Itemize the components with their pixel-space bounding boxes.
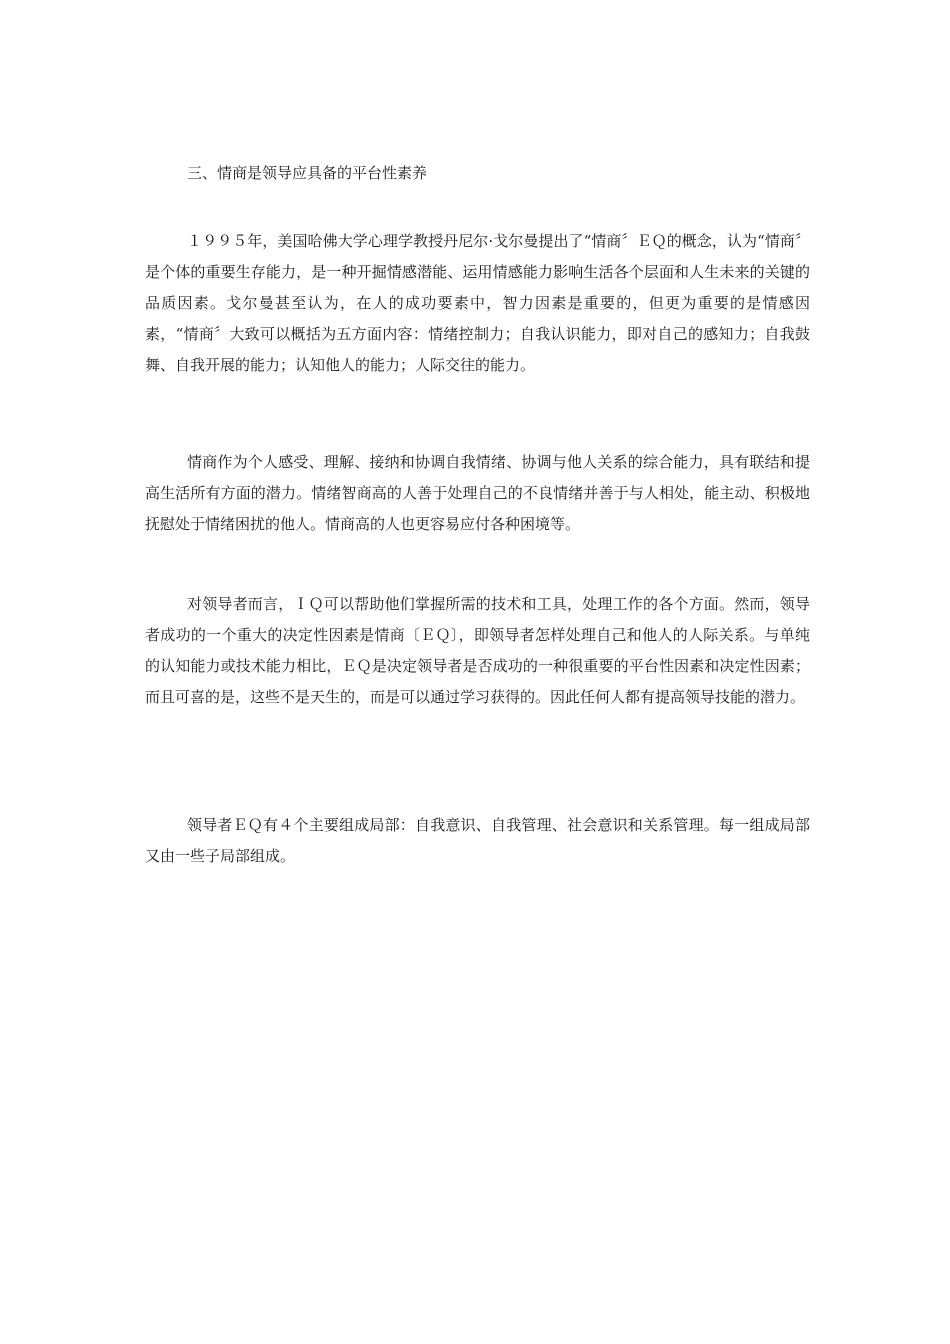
- section-heading: 三、情商是领导应具备的平台性素养: [187, 164, 428, 182]
- paragraph-eq-components: 领导者ＥＱ有４个主要组成局部：自我意识、自我管理、社会意识和关系管理。每一组成局部又由一些子局部组成。: [145, 816, 810, 865]
- paragraph-eq-for-leaders: 对领导者而言，ＩＱ可以帮助他们掌握所需的技术和工具，处理工作的各个方面。然而，领导者成功的一个重大的决定性因素是情商〔ＥＱ〕，即领导者怎样处理自己和他人的人际关系。与单纯的认知能力或技术能力相比，ＥＱ是决定领导者是否成功的一种很重要的平台性因素和决定性因素；而且可喜的是，这些不是天生的，而是可以通过学习获得的。因此任何人都有提高领导技能的潜力。: [145, 595, 810, 706]
- paragraph-goleman-eq-definition: １９９５年，美国哈佛大学心理学教授丹尼尔·戈尔曼提出了“情商〞ＥＱ的概念，认为“情商〞是个体的重要生存能力，是一种开掘情感潜能、运用情感能力影响生活各个层面和人生未来的关键的品质因素。戈尔曼甚至认为，在人的成功要素中，智力因素是重要的，但更为重要的是情感因素，“情商〞大致可以概括为五方面内容：情绪控制力；自我认识能力，即对自己的感知力；自我鼓舞、自我开展的能力；认知他人的能力；人际交往的能力。: [145, 232, 810, 374]
- paragraph-eq-abilities: 情商作为个人感受、理解、接纳和协调自我情绪、协调与他人关系的综合能力，具有联结和提高生活所有方面的潜力。情绪智商高的人善于处理自己的不良情绪并善于与人相处，能主动、积极地抚慰处于情绪困扰的他人。情商高的人也更容易应付各种困境等。: [145, 453, 810, 533]
